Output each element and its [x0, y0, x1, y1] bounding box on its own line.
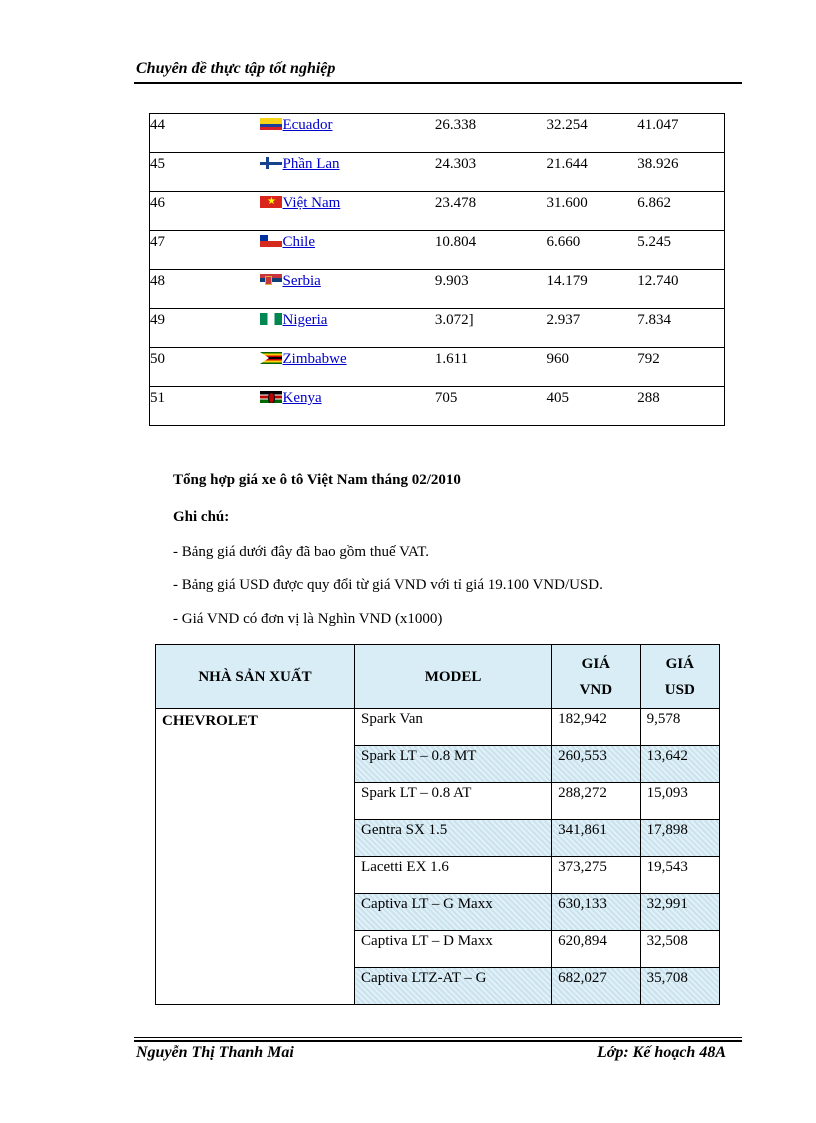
- note-line-1: - Bảng giá dưới đây đã bao gồm thuế VAT.: [173, 544, 430, 560]
- car-price-table: [155, 644, 720, 1005]
- country-value-2: 32.254: [546, 114, 637, 153]
- country-value-2: 6.660: [546, 231, 637, 270]
- country-row: [150, 387, 725, 426]
- vnd-price-cell: 630,133: [552, 894, 640, 931]
- country-link[interactable]: Phần Lan: [282, 156, 340, 172]
- country-value-3: 41.047: [637, 114, 724, 153]
- country-cell: [260, 387, 434, 426]
- vnd-price-cell: 341,861: [552, 820, 640, 857]
- country-cell: [260, 348, 434, 387]
- footer-class: Lớp: Kế hoạch 48A: [596, 1044, 726, 1061]
- country-rank: 48: [150, 270, 261, 309]
- header-rule: [134, 82, 742, 84]
- usd-price-cell: 13,642: [640, 746, 719, 783]
- country-row: [150, 270, 725, 309]
- header-vnd-line2: VND: [579, 681, 613, 698]
- serbia-flag-icon: [260, 274, 282, 286]
- country-row: [150, 114, 725, 153]
- country-row: [150, 153, 725, 192]
- country-cell: [260, 270, 434, 309]
- usd-price-cell: 32,508: [640, 931, 719, 968]
- header-usd: [640, 645, 719, 709]
- usd-price-cell: 9,578: [640, 709, 719, 746]
- country-value-1: 10.804: [435, 231, 547, 270]
- vnd-price-cell: 260,553: [552, 746, 640, 783]
- model-cell: Captiva LTZ-AT – G: [355, 968, 552, 1005]
- usd-price-cell: 35,708: [640, 968, 719, 1005]
- country-value-1: 9.903: [435, 270, 547, 309]
- model-cell: Spark LT – 0.8 MT: [355, 746, 552, 783]
- country-value-2: 405: [546, 387, 637, 426]
- usd-price-cell: 32,991: [640, 894, 719, 931]
- country-value-1: 1.611: [435, 348, 547, 387]
- country-cell: [260, 192, 434, 231]
- country-rank: 45: [150, 153, 261, 192]
- country-value-3: 6.862: [637, 192, 724, 231]
- vnd-price-cell: 373,275: [552, 857, 640, 894]
- header-model: MODEL: [355, 645, 552, 709]
- country-cell: [260, 309, 434, 348]
- country-value-1: 26.338: [435, 114, 547, 153]
- vietnam-flag-icon: ★: [260, 196, 282, 208]
- zimbabwe-flag-icon: [260, 352, 282, 364]
- kenya-flag-icon: [260, 391, 282, 403]
- country-value-1: 24.303: [435, 153, 547, 192]
- country-link[interactable]: Nigeria: [282, 312, 328, 328]
- country-value-3: 38.926: [637, 153, 724, 192]
- country-value-2: 2.937: [546, 309, 637, 348]
- model-cell: Spark Van: [355, 709, 552, 746]
- vnd-price-cell: 182,942: [552, 709, 640, 746]
- country-cell: [260, 231, 434, 270]
- vnd-price-cell: 682,027: [552, 968, 640, 1005]
- country-value-2: 21.644: [546, 153, 637, 192]
- model-cell: Captiva LT – G Maxx: [355, 894, 552, 931]
- car-table-header-row: [156, 645, 720, 709]
- header-vnd: [552, 645, 640, 709]
- document-header-title: Chuyên đề thực tập tốt nghiệp: [136, 60, 336, 77]
- maker-cell: CHEVROLET: [156, 709, 355, 1005]
- country-rank: 51: [150, 387, 261, 426]
- nigeria-flag-icon: [260, 313, 282, 325]
- notes-title: Tổng hợp giá xe ô tô Việt Nam tháng 02/2010: [173, 472, 461, 488]
- country-row: [150, 192, 725, 231]
- country-row: [150, 348, 725, 387]
- country-value-1: 3.072]: [435, 309, 547, 348]
- country-rank: 49: [150, 309, 261, 348]
- ecuador-flag-icon: [260, 118, 282, 130]
- country-value-2: 31.600: [546, 192, 637, 231]
- country-rank: 44: [150, 114, 261, 153]
- country-link[interactable]: Chile: [282, 234, 315, 250]
- country-table: [149, 113, 725, 426]
- footer-author: Nguyễn Thị Thanh Mai: [136, 1044, 294, 1061]
- country-link[interactable]: Việt Nam: [282, 195, 341, 211]
- vnd-price-cell: 288,272: [552, 783, 640, 820]
- country-value-3: 5.245: [637, 231, 724, 270]
- country-value-3: 12.740: [637, 270, 724, 309]
- usd-price-cell: 17,898: [640, 820, 719, 857]
- country-value-3: 792: [637, 348, 724, 387]
- footer-rule: [134, 1037, 742, 1038]
- note-line-3: - Giá VND có đơn vị là Nghìn VND (x1000): [173, 611, 443, 627]
- model-cell: Lacetti EX 1.6: [355, 857, 552, 894]
- note-line-2: - Bảng giá USD được quy đổi từ giá VND với tỉ giá 19.100 VND/USD.: [173, 577, 603, 593]
- header-vnd-line1: GIÁ: [581, 655, 610, 672]
- country-link[interactable]: Serbia: [282, 273, 321, 289]
- model-cell: Captiva LT – D Maxx: [355, 931, 552, 968]
- model-cell: Gentra SX 1.5: [355, 820, 552, 857]
- country-value-1: 23.478: [435, 192, 547, 231]
- country-link[interactable]: Zimbabwe: [282, 351, 347, 367]
- country-value-1: 705: [435, 387, 547, 426]
- chile-flag-icon: [260, 235, 282, 247]
- header-usd-line1: GIÁ: [665, 655, 694, 672]
- country-link[interactable]: Kenya: [282, 390, 322, 406]
- country-link[interactable]: Ecuador: [282, 117, 333, 133]
- country-cell: [260, 114, 434, 153]
- country-row: [150, 231, 725, 270]
- country-row: [150, 309, 725, 348]
- country-cell: [260, 153, 434, 192]
- finland-flag-icon: [260, 157, 282, 169]
- country-rank: 50: [150, 348, 261, 387]
- footer-rule-thick: [134, 1040, 742, 1042]
- car-row: [156, 709, 720, 746]
- notes-label: Ghi chú:: [173, 509, 230, 525]
- usd-price-cell: 15,093: [640, 783, 719, 820]
- country-value-2: 960: [546, 348, 637, 387]
- usd-price-cell: 19,543: [640, 857, 719, 894]
- country-rank: 46: [150, 192, 261, 231]
- model-cell: Spark LT – 0.8 AT: [355, 783, 552, 820]
- country-value-3: 288: [637, 387, 724, 426]
- vnd-price-cell: 620,894: [552, 931, 640, 968]
- country-value-3: 7.834: [637, 309, 724, 348]
- header-maker: NHÀ SẢN XUẤT: [156, 645, 355, 709]
- header-usd-line2: USD: [664, 681, 695, 698]
- country-value-2: 14.179: [546, 270, 637, 309]
- country-rank: 47: [150, 231, 261, 270]
